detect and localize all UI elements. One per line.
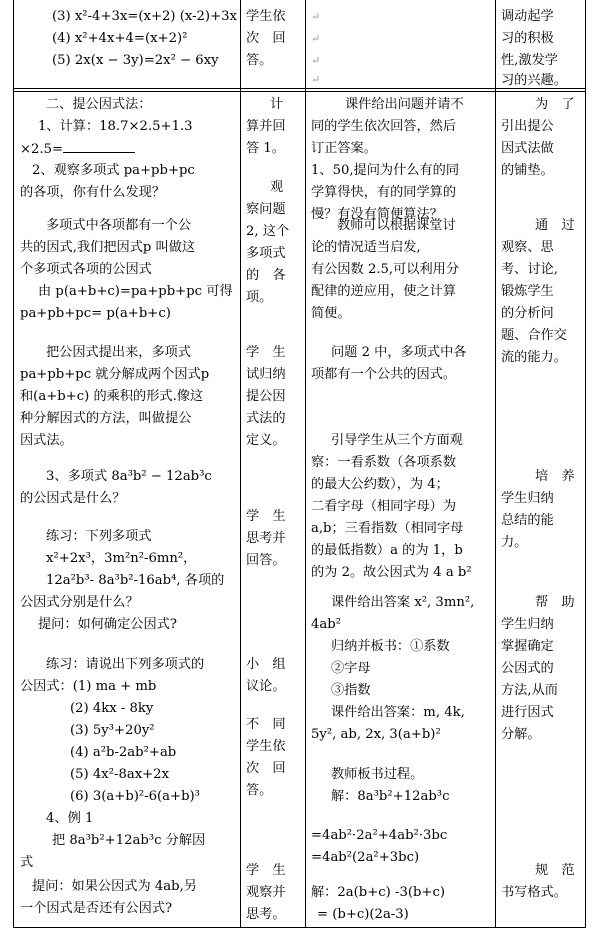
- cell-line: (6) 3(a+b)²-6(a+b)³: [70, 789, 200, 804]
- cell-line: (5) 4x²-8ax+2x: [70, 767, 170, 782]
- cell-line: 提问：如何确定公因式?: [38, 617, 177, 632]
- cell-line: 试归纳: [246, 367, 286, 382]
- cell-line: 问题 2 中，多项式中各: [331, 345, 467, 360]
- cell-line: 算并回: [246, 119, 286, 134]
- cell-line: 提问：如果公因式为 4ab,另: [32, 879, 197, 894]
- cell-line: 因式法。: [20, 433, 73, 448]
- cell-line: 共的因式,我们把因式p 叫做这: [20, 240, 196, 255]
- equation-3: (3) x²-4+3x=(x+2) (x-2)+3x: [52, 9, 237, 24]
- cell-line: 论的情况适当启发,: [311, 240, 421, 255]
- cell-line: 二看字母（相同字母）为: [311, 499, 457, 514]
- cell-line: 的 各: [246, 268, 286, 283]
- cell-line: 学算得快，有的同学算的: [311, 185, 457, 200]
- cell-line: 4ab²: [311, 617, 341, 632]
- cell-line: 教师板书过程。: [331, 767, 424, 782]
- cell-line: 计: [270, 97, 284, 112]
- cell-line: 因式法做: [501, 141, 554, 156]
- cell-line: 观: [270, 180, 284, 195]
- cell-line: 察问题: [246, 202, 286, 217]
- cell-line: x²+2x³，3m²n²-6mn²，: [46, 551, 197, 566]
- cell-line: 提公因: [246, 389, 286, 404]
- cell-line: 进行因式: [501, 705, 554, 720]
- table-border-col2: [240, 0, 241, 928]
- cell-line: 考、讨论,: [501, 262, 558, 277]
- section-heading: 二、提公因式法：: [46, 97, 152, 112]
- cell-line: pa+pb+pc= p(a+b+c): [20, 306, 171, 321]
- cell-line: 学 生: [246, 345, 286, 360]
- cell-line: 的最低指数）a 的为 1，b: [311, 543, 463, 558]
- paragraph-mark: ↵: [311, 10, 321, 23]
- paragraph-mark: ↵: [311, 54, 321, 67]
- cell-line: 种分解因式的方法，叫做提公: [20, 411, 192, 426]
- cell-line: 不 同: [246, 717, 286, 732]
- cell-line: 有公因数 2.5,可以利用分: [311, 262, 460, 277]
- cell-line: 练习：下列多项式: [46, 529, 152, 544]
- cell-line: 项。: [246, 290, 273, 305]
- cell-line: 掌握确定: [501, 639, 554, 654]
- cell-line: 式: [20, 855, 34, 870]
- table-border-left: [13, 0, 14, 928]
- cell-line: 2、观察多项式 pa+pb+pc: [32, 163, 195, 178]
- cell-line: 学生依: [246, 739, 286, 754]
- cell-line: 小 组: [246, 657, 286, 672]
- table-border-col4: [495, 0, 496, 928]
- cell-line: 答 1。: [246, 141, 285, 156]
- cell-line: 观察并: [246, 885, 286, 900]
- cell-line: 引导学生从三个方面观: [331, 433, 463, 448]
- cell-line: 课件给出问题并请不: [345, 97, 464, 112]
- cell-line: 归纳并板书：①系数: [331, 639, 450, 654]
- cell-line: 答。: [246, 53, 273, 68]
- cell-line: 流的能力。: [501, 350, 567, 365]
- paragraph-mark: ↵: [311, 73, 321, 86]
- cell-line: 的最大公约数），为 4；: [311, 477, 449, 492]
- cell-line: 的为 2。故公因式为 4 a b²: [311, 565, 472, 580]
- cell-line: 通 过: [535, 218, 575, 233]
- cell-line: 把公因式提出来，多项式: [46, 345, 192, 360]
- cell-line: 方法,从而: [501, 683, 558, 698]
- cell-line: 学生归纳: [501, 491, 554, 506]
- cell-line: 回答。: [246, 553, 286, 568]
- cell-line: 多项式: [246, 246, 286, 261]
- cell-line: 学 生: [246, 509, 286, 524]
- cell-line: 的铺垫。: [501, 163, 554, 178]
- cell-line: 为 了: [535, 97, 575, 112]
- cell-line: 答。: [246, 783, 273, 798]
- cell-line: 察：一看系数（各项系数: [311, 455, 457, 470]
- cell-line: 次 回: [246, 31, 286, 46]
- cell-line: 项都有一个公共的因式。: [311, 367, 457, 382]
- table-border-bottom: [13, 927, 586, 928]
- cell-line: 解：2a(b+c) -3(b+c): [311, 885, 445, 900]
- cell-line: 多项式中各项都有一个公: [46, 218, 192, 233]
- cell-line: (4) a²b-2ab²+ab: [70, 745, 177, 760]
- cell-line: 一个因式是否还有公因式?: [20, 901, 173, 916]
- cell-line: 调动起学: [501, 9, 554, 24]
- cell-line: 学生归纳: [501, 617, 554, 632]
- cell-line: 解：8a³b²+12ab³c: [331, 789, 450, 804]
- cell-line: 把 8a³b²+12ab³c 分解因: [52, 833, 206, 848]
- cell-line: 题、合作交: [501, 328, 567, 343]
- cell-line: 观察、思: [501, 240, 554, 255]
- paragraph-mark: ↵: [311, 32, 321, 45]
- cell-line: ②字母: [331, 661, 371, 676]
- equation-5: (5) 2x(x − 3y)=2x² − 6xy: [52, 53, 219, 68]
- cell-line: 性,激发学: [501, 53, 558, 68]
- cell-line: 锻炼学生: [501, 284, 554, 299]
- cell-line: 帮 助: [535, 595, 575, 610]
- cell-line: 分解。: [501, 727, 541, 742]
- cell-line: (2) 4kx - 8ky: [70, 701, 154, 716]
- cell-line: = (b+c)(2a-3): [317, 907, 409, 922]
- cell-line: 同的学生依次回答，然后: [311, 119, 457, 134]
- cell-line: pa+pb+pc 就分解成两个因式p: [20, 367, 210, 382]
- table-border-col3: [305, 0, 306, 928]
- cell-line: 习的兴趣。: [501, 73, 567, 88]
- cell-line: 配律的逆应用，使之计算: [311, 284, 457, 299]
- cell-line: 的分析问: [501, 306, 554, 321]
- cell-line: =4ab²·2a²+4ab²·3bc: [311, 828, 448, 843]
- cell-line: 思考并: [246, 531, 286, 546]
- cell-line: 习的积极: [501, 31, 554, 46]
- table-border-right: [585, 0, 586, 928]
- cell-line: 课件给出答案：m, 4k,: [331, 705, 465, 720]
- cell-line: 学 生: [246, 863, 286, 878]
- cell-line: 2, 这个: [246, 224, 290, 239]
- cell-line: 式法的: [246, 411, 286, 426]
- cell-line: ③指数: [331, 683, 371, 698]
- equation-4: (4) x²+4x+4=(x+2)²: [52, 31, 188, 46]
- cell-line: 总结的能: [501, 513, 554, 528]
- cell-line: 公因式的: [501, 661, 554, 676]
- cell-line: 和(a+b+c) 的乘积的形式.像这: [20, 389, 204, 404]
- cell-line: 个多项式各项的公因式: [20, 262, 152, 277]
- cell-line: 简便。: [311, 306, 351, 321]
- cell-line: 议论。: [246, 679, 286, 694]
- cell-line: 定义。: [246, 433, 286, 448]
- cell-line: 力。: [501, 535, 528, 550]
- cell-line: 由 p(a+b+c)=pa+pb+pc 可得: [38, 284, 233, 299]
- cell-line: 公因式分别是什么？: [20, 595, 139, 610]
- cell-line: 书写格式。: [501, 885, 567, 900]
- cell-line: 规 范: [535, 863, 575, 878]
- cell-line: 培 养: [535, 469, 575, 484]
- cell-line: 12a²b³- 8a³b²-16ab⁴, 各项的: [46, 573, 225, 588]
- cell-line: 引出提公: [501, 119, 554, 134]
- cell-line: 4、例 1: [46, 811, 94, 826]
- cell-line: 课件给出答案 x², 3mn²,: [331, 595, 475, 610]
- cell-line: 5y², ab, 2x, 3(a+b)²: [311, 727, 441, 742]
- cell-line: 3、多项式 8a³b² − 12ab³c: [46, 469, 212, 484]
- cell-line: a,b；三看指数（相同字母: [311, 521, 464, 536]
- cell-line: 订正答案。: [311, 141, 377, 156]
- cell-line: (3) 5y³+20y²: [70, 723, 155, 738]
- cell-line: 公因式：(1) ma + mb: [20, 679, 157, 694]
- cell-line: 教师可以根据课堂讨: [337, 218, 456, 233]
- cell-line: 练习：请说出下列多项式的: [46, 657, 205, 672]
- cell-line: 次 回: [246, 761, 286, 776]
- cell-line: 1、计算：18.7×2.5+1.3: [38, 119, 193, 134]
- cell-line: 慢？有没有简便算法？: [311, 207, 443, 222]
- cell-line: 的公因式是什么？: [20, 491, 126, 506]
- cell-line: 的各项，你有什么发现？: [20, 185, 166, 200]
- cell-line: =4ab²(2a²+3bc): [311, 850, 420, 865]
- cell-line: 1、50,提问为什么有的同: [311, 163, 460, 178]
- cell-line: 学生依: [246, 9, 286, 24]
- cell-line: 思考。: [246, 907, 286, 922]
- calc-answer-blank: ×2.5=: [20, 138, 135, 161]
